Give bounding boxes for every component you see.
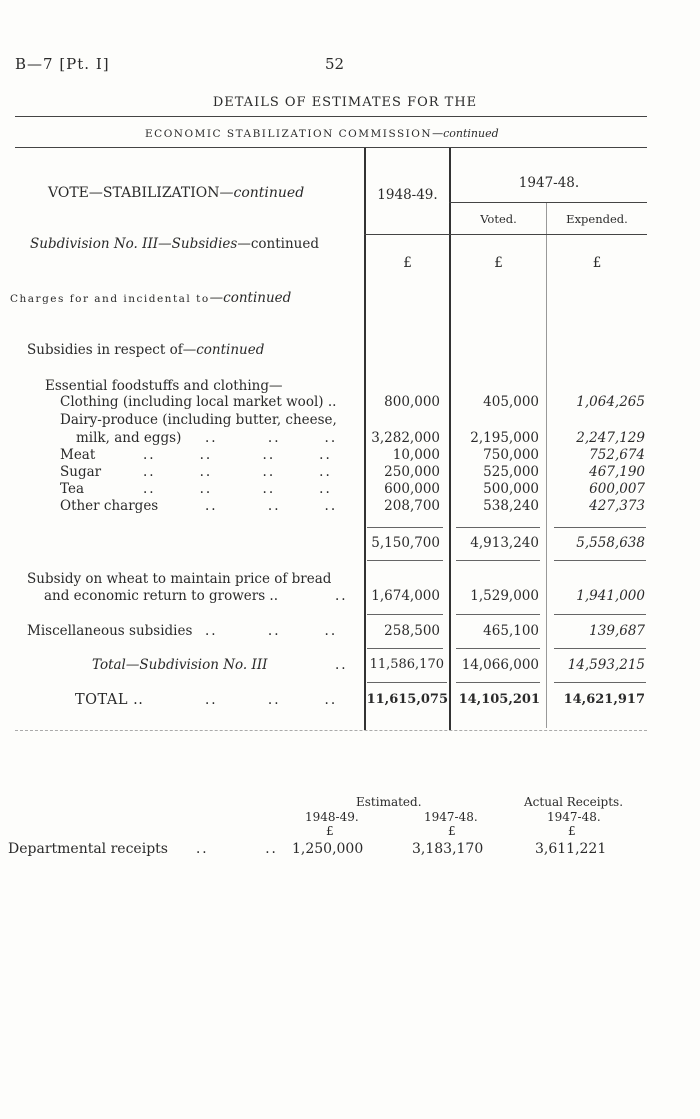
subtotal-rule: [456, 682, 540, 683]
page-subtitle: ECONOMIC STABILIZATION COMMISSION—continued: [145, 127, 499, 140]
wheat-value-voted: 1,529,000: [470, 588, 539, 604]
dot-leader: .. .. ..: [205, 430, 338, 446]
subtotal-rule: [367, 527, 443, 528]
subtotal-rule: [367, 614, 443, 615]
row-value-1948: 3,282,000: [371, 430, 440, 446]
receipts-value-actual: 3,611,221: [535, 841, 607, 857]
subtotal-rule: [554, 560, 646, 561]
row-label: Clothing (including local market wool) ..: [60, 394, 337, 410]
currency-symbol: £: [592, 255, 602, 271]
page-number: 52: [325, 55, 345, 73]
wheat-value-1948: 1,674,000: [371, 588, 440, 604]
currency-symbol: £: [568, 824, 576, 838]
row-value-1948: 208,700: [384, 498, 440, 514]
receipts-value-estimated-1948: 1,250,000: [292, 841, 364, 857]
total-value-expended: 14,621,917: [563, 692, 645, 707]
misc-label: Miscellaneous subsidies: [27, 623, 193, 639]
subtotal-value-voted: 4,913,240: [470, 535, 539, 551]
row-value-expended: 1,064,265: [576, 394, 645, 410]
row-label: Sugar: [60, 464, 102, 480]
column-header-1947: 1947-48.: [518, 175, 580, 191]
table-top-rule: [15, 147, 647, 148]
row-label: Meat: [60, 447, 96, 463]
wheat-label: Subsidy on wheat to maintain price of bread: [27, 571, 332, 587]
subdivision-heading: Subdivision No. III—Subsidies—continued: [30, 236, 319, 252]
column-header-expended: Expended.: [566, 212, 628, 226]
dot-leader: .. .. .. ..: [143, 481, 332, 497]
row-value-voted: 500,000: [483, 481, 539, 497]
currency-symbol: £: [403, 255, 412, 271]
total-subdivision-voted: 14,066,000: [461, 657, 539, 673]
wheat-label: and economic return to growers ..: [44, 588, 279, 604]
row-label: Other charges: [60, 498, 159, 514]
subtotal-rule: [456, 648, 540, 649]
row-value-expended: 2,247,129: [576, 430, 645, 446]
receipts-year: 1947-48.: [424, 810, 478, 824]
header-split-rule: [449, 202, 647, 203]
currency-symbol: £: [326, 824, 334, 838]
subtotal-rule: [554, 527, 646, 528]
total-label: TOTAL ..: [75, 692, 144, 708]
receipts-value-estimated-1947: 3,183,170: [412, 841, 484, 857]
currency-symbol: £: [448, 824, 456, 838]
row-value-1948: 250,000: [384, 464, 440, 480]
row-label: milk, and eggs): [76, 430, 182, 446]
row-value-expended: 600,007: [589, 481, 645, 497]
total-subdivision-expended: 14,593,215: [567, 657, 645, 673]
total-value-voted: 14,105,201: [458, 692, 540, 707]
row-value-expended: 752,674: [589, 447, 645, 463]
subtotal-rule: [456, 560, 540, 561]
receipts-actual-heading: Actual Receipts.: [524, 795, 624, 809]
currency-symbol: £: [494, 255, 503, 271]
row-value-1948: 10,000: [392, 447, 440, 463]
receipts-year: 1947-48.: [547, 810, 601, 824]
receipts-label: Departmental receipts: [8, 841, 168, 857]
subtotal-rule: [554, 648, 646, 649]
header-bottom-rule: [364, 234, 647, 235]
vote-heading: VOTE—STABILIZATION—continued: [48, 185, 305, 201]
dot-leader: .. .. .. ..: [143, 464, 332, 480]
dot-leader: .. .. ..: [205, 692, 338, 708]
subtotal-rule: [367, 560, 443, 561]
column-header-voted: Voted.: [480, 212, 517, 226]
row-value-voted: 750,000: [483, 447, 539, 463]
subtotal-rule: [367, 682, 447, 683]
subtotal-rule: [554, 614, 646, 615]
subtotal-rule: [554, 682, 646, 683]
dot-leader: ..: [335, 588, 348, 604]
misc-value-expended: 139,687: [589, 623, 645, 639]
subtotal-value-1948: 5,150,700: [371, 535, 440, 551]
receipts-year: 1948-49.: [305, 810, 359, 824]
total-subdivision-label: Total—Subdivision No. III: [92, 657, 268, 673]
page-reference: B—7 [Pt. I]: [15, 55, 110, 73]
dot-leader: .. .. .. ..: [143, 447, 332, 463]
row-value-voted: 538,240: [483, 498, 539, 514]
dot-leader: ..: [335, 657, 348, 673]
subtotal-value-expended: 5,558,638: [576, 535, 645, 551]
total-value-1948: 11,615,075: [366, 692, 448, 707]
row-label: Dairy-produce (including butter, cheese,: [60, 412, 337, 428]
subtotal-rule: [456, 527, 540, 528]
row-value-1948: 800,000: [384, 394, 440, 410]
row-value-voted: 2,195,000: [470, 430, 539, 446]
dot-leader: .. .. ..: [205, 623, 338, 639]
misc-value-voted: 465,100: [483, 623, 539, 639]
row-label: Tea: [60, 481, 84, 497]
essential-heading: Essential foodstuffs and clothing—: [45, 378, 283, 394]
row-value-1948: 600,000: [384, 481, 440, 497]
misc-value-1948: 258,500: [384, 623, 440, 639]
header-rule: [15, 116, 647, 117]
subsidies-heading: Subsidies in respect of—continued: [27, 342, 265, 358]
page-title: DETAILS OF ESTIMATES FOR THE: [212, 95, 478, 110]
charges-heading: Charges for and incidental to—continued: [10, 290, 292, 306]
dot-leader: .. .. ..: [205, 498, 338, 514]
row-value-voted: 525,000: [483, 464, 539, 480]
table-bottom-rule: [15, 730, 647, 731]
wheat-value-expended: 1,941,000: [576, 588, 645, 604]
subtotal-rule: [456, 614, 540, 615]
subtotal-rule: [367, 648, 443, 649]
dot-leader: .. ..: [196, 841, 278, 857]
row-value-voted: 405,000: [483, 394, 539, 410]
row-value-expended: 427,373: [589, 498, 645, 514]
receipts-estimated-heading: Estimated.: [356, 795, 422, 809]
column-header-1948: 1948-49.: [377, 187, 438, 203]
row-value-expended: 467,190: [589, 464, 645, 480]
total-subdivision-1948: 11,586,170: [369, 657, 444, 672]
